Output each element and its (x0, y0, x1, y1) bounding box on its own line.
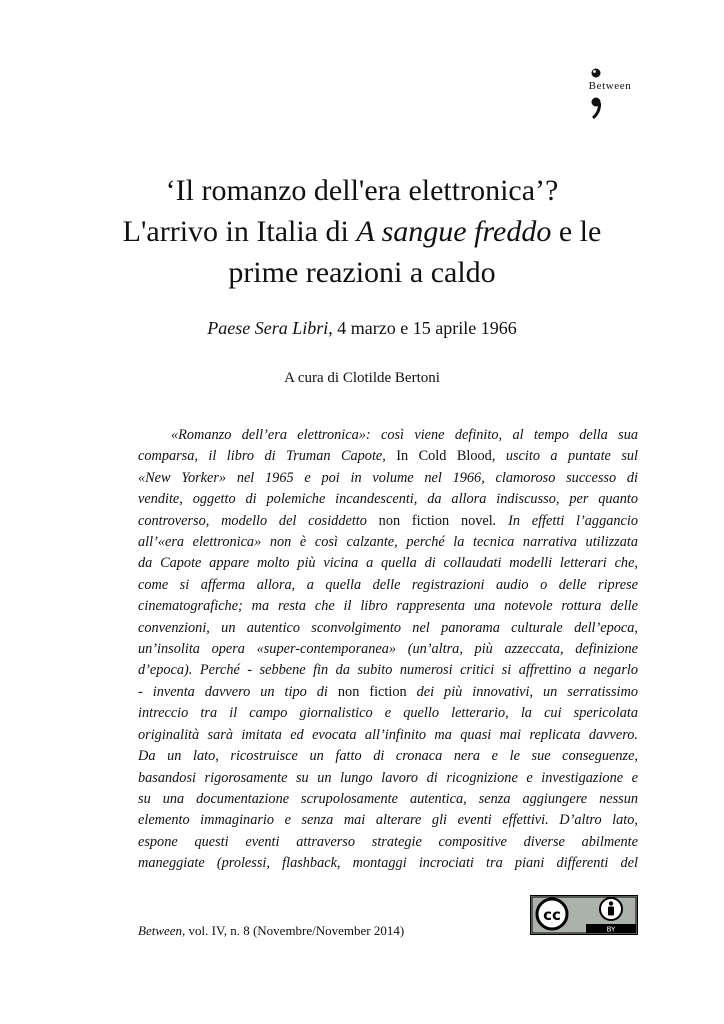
body-upright-segment: In Cold Blood (396, 448, 492, 465)
body-line (138, 468, 638, 489)
body-segment: cinematografiche; ma resta che il libro rappresenta una notevole rottura delle (138, 598, 638, 615)
body-segment: espone questi eventi attraverso strategie compositive diverse abilmente (138, 833, 638, 850)
title-line-2-post: e le (551, 215, 602, 248)
body-line (138, 832, 638, 853)
body-segment: un’insolita opera «super-contemporanea» (un’altra, più azzeccata, definizione (138, 641, 638, 658)
body-segment: all’«era elettronica» non è così calzante, perché la tecnica narrativa utilizzata (138, 534, 638, 551)
between-logo-mark-icon (578, 66, 642, 122)
cc-by-label: BY (606, 925, 616, 934)
source-line (100, 316, 624, 340)
body-segment: d’epoca). Perché - sebbene fin da subito numerosi critici si affrettino a negarlo (138, 662, 638, 679)
between-logo-text: Between (588, 80, 632, 92)
body-line (138, 810, 638, 831)
title-book-name: A sangue freddo (356, 215, 552, 248)
title-line-3: prime reazioni a caldo (228, 256, 496, 289)
body-segment: dei più innovativi, un serratissimo (406, 683, 639, 700)
source-publication: Paese Sera Libri (207, 318, 329, 338)
body-segment: come si afferma allora, a quella delle registrazioni audio o delle riprese (138, 576, 638, 593)
body-segment: basandosi rigorosamente su un lungo lavoro di ricognizione e investigazione e (138, 769, 638, 786)
body-line (138, 553, 638, 574)
between-logo (578, 66, 642, 122)
journal-footer (138, 922, 404, 940)
body-segment: intreccio tra il campo giornalistico e quello letterario, la cui spericolata (138, 705, 638, 722)
body-segment: su una documentazione scrupolosamente autentica, senza aggiungere nessun (138, 790, 638, 807)
body-upright-segment: non fiction novel (378, 512, 493, 529)
body-line (138, 532, 638, 553)
body-segment: originalità sarà imitata ed evocata all’infinito ma quasi mai replicata davvero. (138, 726, 638, 743)
source-dates: , 4 marzo e 15 aprile 1966 (328, 318, 517, 338)
cc-by-license-badge[interactable] (530, 895, 638, 935)
body-segment: comparsa, il libro di Truman Capote, (138, 448, 397, 465)
body-line (138, 746, 638, 767)
body-line (138, 575, 638, 596)
body-segment: maneggiate (prolessi, flashback, montaggi incrociati tra piani differenti del (138, 855, 638, 872)
svg-text:cc: cc (543, 906, 561, 924)
body-segment: da Capote appare molto più vicina a quella di collaudati modelli letterari che, (138, 555, 638, 572)
body-segment: - inventa davvero un tipo di (138, 683, 338, 700)
body-line (138, 618, 638, 639)
body-line (138, 511, 638, 532)
body-line (138, 768, 638, 789)
attribution-icon (600, 898, 622, 920)
body-line (138, 660, 638, 681)
journal-name: Between, (138, 923, 186, 938)
title-line-2-pre: L'arrivo in Italia di (122, 215, 357, 248)
body-line (138, 446, 638, 467)
article-title (100, 170, 624, 293)
body-paragraph (138, 425, 638, 875)
body-segment: elemento immaginario e senza mai alterare gli eventi effettivi. D’altro lato, (138, 812, 638, 829)
body-line (138, 596, 638, 617)
editor-credit: A cura di Clotilde Bertoni (284, 370, 440, 386)
title-line-1: ‘Il romanzo dell'era elettronica’? (165, 174, 559, 207)
journal-issue: vol. IV, n. 8 (Novembre/November 2014) (185, 923, 405, 938)
body-segment: , uscito a puntate sul (491, 448, 638, 465)
body-line (138, 725, 638, 746)
body-upright-segment: non fiction (337, 683, 407, 700)
body-segment: convenzioni, un autentico sconvolgimento nel panorama culturale dell’epoca, (138, 619, 638, 636)
body-segment: . In effetti l’aggancio (492, 512, 638, 529)
body-segment: «New Yorker» nel 1965 e poi in volume nel 1966, clamoroso successo di (138, 469, 638, 486)
body-line (138, 639, 638, 660)
body-line (138, 853, 638, 874)
body-segment: controverso, modello del cosiddetto (138, 512, 379, 529)
cc-icon (537, 899, 567, 929)
body-segment: Da un lato, ricostruisce un fatto di cronaca nera e le sue conseguenze, (138, 748, 638, 765)
body-segment: «Romanzo dell’era elettronica»: così viene definito, al tempo della sua (171, 427, 638, 443)
body-line (138, 489, 638, 510)
body-segment: vendite, oggetto di polemiche incandescenti, da allora indiscusso, per quanto (138, 491, 638, 508)
body-line (138, 789, 638, 810)
body-line (138, 703, 638, 724)
body-line (138, 425, 638, 446)
body-line (138, 682, 638, 703)
